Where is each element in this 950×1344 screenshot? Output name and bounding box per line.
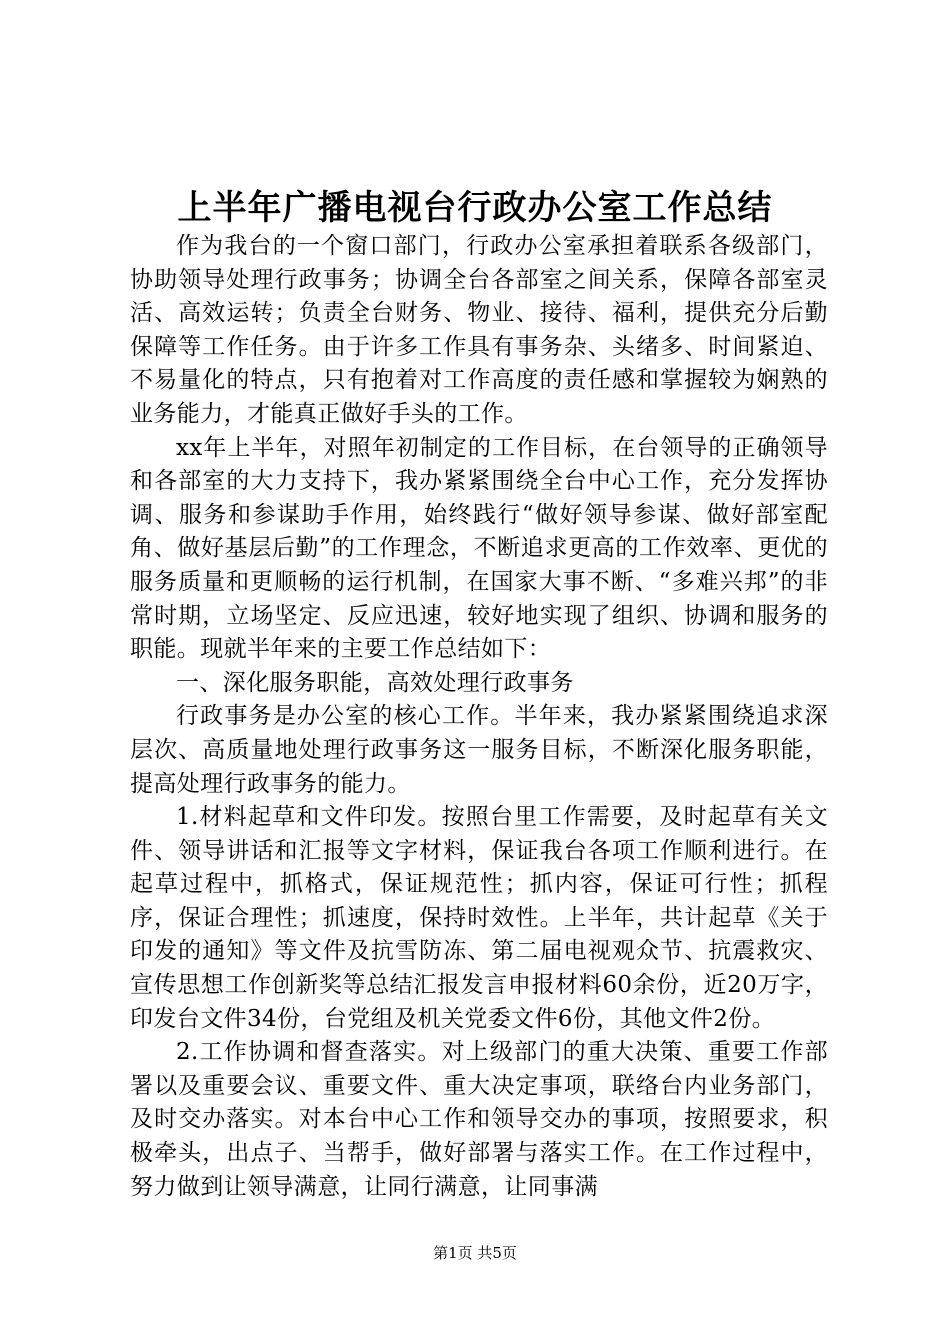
paragraph-item-2: 2.工作协调和督查落实。对上级部门的重大决策、重要工作部署以及重要会议、重要文件、重大决定事项，联络台内业务部门，及时交办落实。对本台中心工作和领导交办的事项，按照要求，积极牵头，出点子、当帮手，做好部署与落实工作。在工作过程中，努力做到让领导满意，让同行满意，让同事满 [130,1039,828,1200]
page-footer: 第1页 共5页 [433,1244,517,1262]
paragraph-intro: 作为我台的一个窗口部门，行政办公室承担着联系各级部门，协助领导处理行政事务；协调全台各部室之间关系，保障各部室灵活、高效运转；负责全台财务、物业、接待、福利，提供充分后勤保障等工作任务。由于许多工作具有事务杂、头绪多、时间紧迫、不易量化的特点，只有抱着对工作高度的责任感和掌握较为娴熟的业务能力，才能真正做好手头的工作。 [130,233,828,427]
section-heading-1: 一、深化服务职能，高效处理行政事务 [176,669,574,696]
paragraph-item-1: 1.材料起草和文件印发。按照台里工作需要，及时起草有关文件、领导讲话和汇报等文字材料，保证我台各项工作顺利进行。在起草过程中，抓格式，保证规范性；抓内容，保证可行性；抓程序，保证合理性；抓速度，保持时效性。上半年，共计起草《关于印发的通知》等文件及抗雪防冻、第二届电视观众节、抗震救灾、宣传思想工作创新奖等总结汇报发言申报材料60余份，近20万字，印发台文件34份，台党组及机关党委文件6份，其他文件2份。 [130,804,828,1032]
document-title: 上半年广播电视台行政办公室工作总结 [177,188,773,228]
document-body [130,230,828,1204]
paragraph-section-1: 行政事务是办公室的核心工作。半年来，我办紧紧围绕追求深层次、高质量地处理行政事务这一服务目标，不断深化服务职能，提高处理行政事务的能力。 [130,703,828,797]
paragraph-overview: xx年上半年，对照年初制定的工作目标，在台领导的正确领导和各部室的大力支持下，我办紧紧围绕全台中心工作，充分发挥协调、服务和参谋助手作用，始终践行“做好领导参谋、做好部室配角、做好基层后勤”的工作理念，不断追求更高的工作效率、更优的服务质量和更顺畅的运行机制，在国家大事不断、“多难兴邦”的非常时期，立场坚定、反应迅速，较好地实现了组织、协调和服务的职能。现就半年来的主要工作总结如下： [130,434,828,663]
